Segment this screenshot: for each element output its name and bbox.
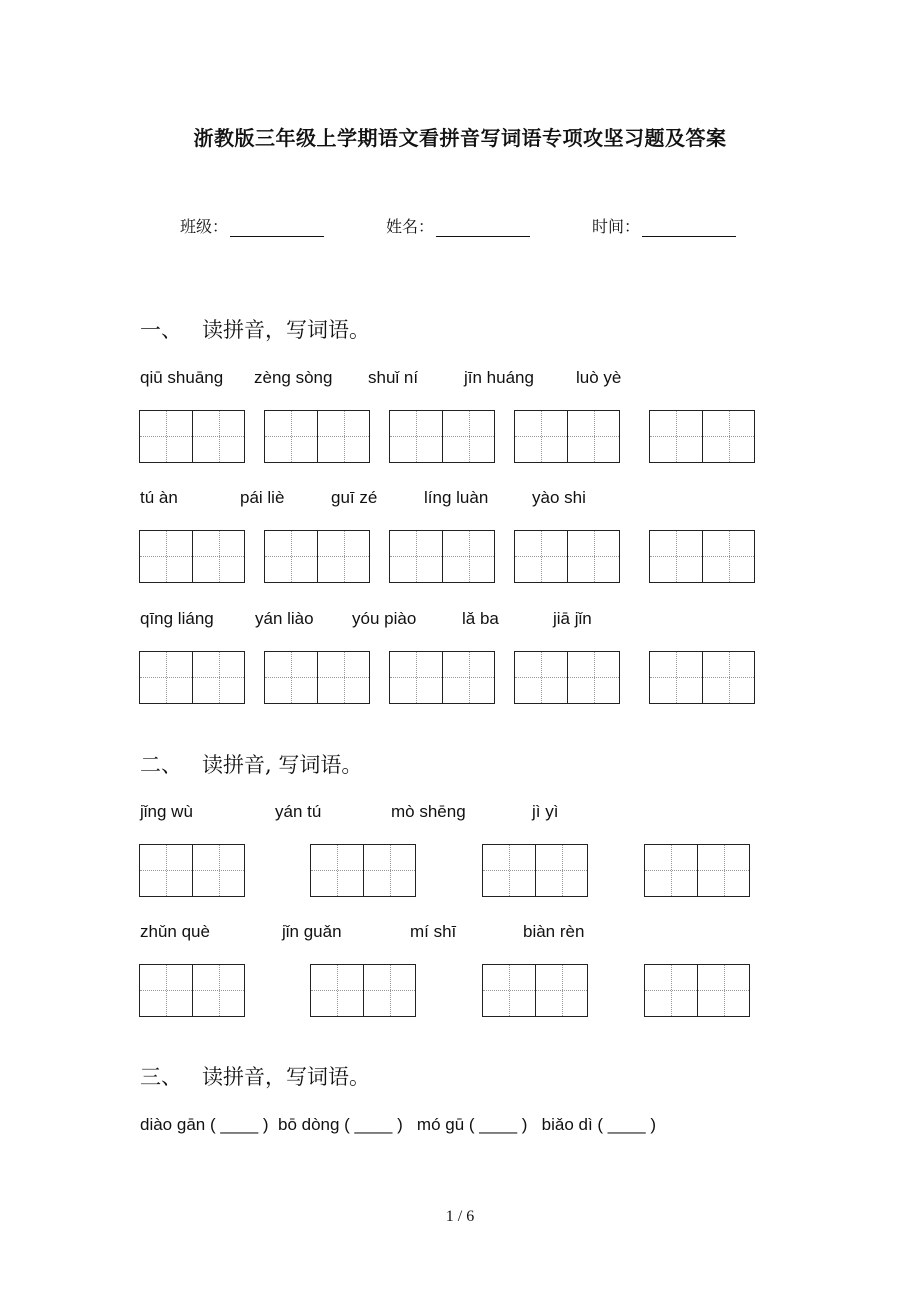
writing-grid (264, 651, 370, 704)
pinyin: yóu piào (352, 609, 417, 628)
section-3-title: 读拼音，写词语。 (202, 1065, 370, 1089)
section-1-heading (140, 314, 370, 344)
pinyin: tú àn (140, 488, 178, 507)
pinyin: mí shī (410, 922, 457, 941)
pinyin: zhǔn què (140, 922, 210, 941)
writing-grid (389, 530, 495, 583)
writing-grid (514, 530, 620, 583)
pinyin: shuǐ ní (368, 368, 419, 387)
pinyin: qiū shuāng (140, 368, 224, 387)
section-2-heading (140, 749, 362, 779)
writing-grid (389, 651, 495, 704)
pinyin: luò yè (576, 368, 622, 387)
pinyin: mò shēng (391, 802, 466, 821)
writing-grid (139, 410, 245, 463)
pinyin: pái liè (240, 488, 285, 507)
writing-grid (644, 964, 750, 1017)
pinyin: lǎ ba (462, 609, 499, 628)
writing-grid (514, 651, 620, 704)
writing-grid (310, 964, 416, 1017)
pinyin: yán liào (255, 609, 314, 628)
fill-in-line: diào gān ( ____ ) bō dòng ( ____ ) mó gū ( ____ ) biǎo dì ( ____ ) (140, 1115, 656, 1134)
writing-grid (482, 844, 588, 897)
section-2-title: 读拼音, 写词语。 (202, 753, 363, 777)
pinyin: yào shi (532, 488, 586, 507)
name-field (386, 214, 530, 237)
section-2-number: 二、 (140, 753, 182, 777)
writing-grid (649, 651, 755, 704)
writing-grid (649, 530, 755, 583)
name-blank (436, 220, 530, 237)
pinyin: yán tú (275, 802, 322, 821)
class-field (180, 214, 324, 237)
writing-grid (139, 530, 245, 583)
section-1-title: 读拼音，写词语。 (202, 318, 370, 342)
section-3-number: 三、 (140, 1065, 182, 1089)
writing-grid (482, 964, 588, 1017)
time-blank (642, 220, 736, 237)
class-label: 班级： (180, 217, 229, 236)
writing-grid (139, 964, 245, 1017)
writing-grid (649, 410, 755, 463)
pinyin: jǐn guǎn (282, 922, 342, 941)
writing-grid (310, 844, 416, 897)
writing-grid (389, 410, 495, 463)
document-title: 浙教版三年级上学期语文看拼音写词语专项攻坚习题及答案 (193, 126, 727, 150)
section-3-heading (140, 1061, 370, 1091)
writing-grid (139, 651, 245, 704)
time-field (592, 214, 736, 237)
pinyin: jiā jǐn (553, 609, 592, 628)
pinyin: jì yì (532, 802, 559, 821)
pinyin: jǐng wù (140, 802, 193, 821)
pinyin: zèng sòng (254, 368, 333, 387)
writing-grid (514, 410, 620, 463)
section-1-number: 一、 (140, 318, 182, 342)
writing-grid (264, 410, 370, 463)
pinyin: biàn rèn (523, 922, 585, 941)
time-label: 时间： (592, 217, 641, 236)
page-number: 1 / 6 (445, 1208, 475, 1225)
class-blank (230, 220, 324, 237)
pinyin: guī zé (331, 488, 378, 507)
writing-grid (139, 844, 245, 897)
pinyin: qīng liáng (140, 609, 214, 628)
writing-grid (264, 530, 370, 583)
name-label: 姓名： (386, 217, 435, 236)
writing-grid (644, 844, 750, 897)
pinyin: líng luàn (424, 488, 489, 507)
pinyin: jīn huáng (464, 368, 534, 387)
